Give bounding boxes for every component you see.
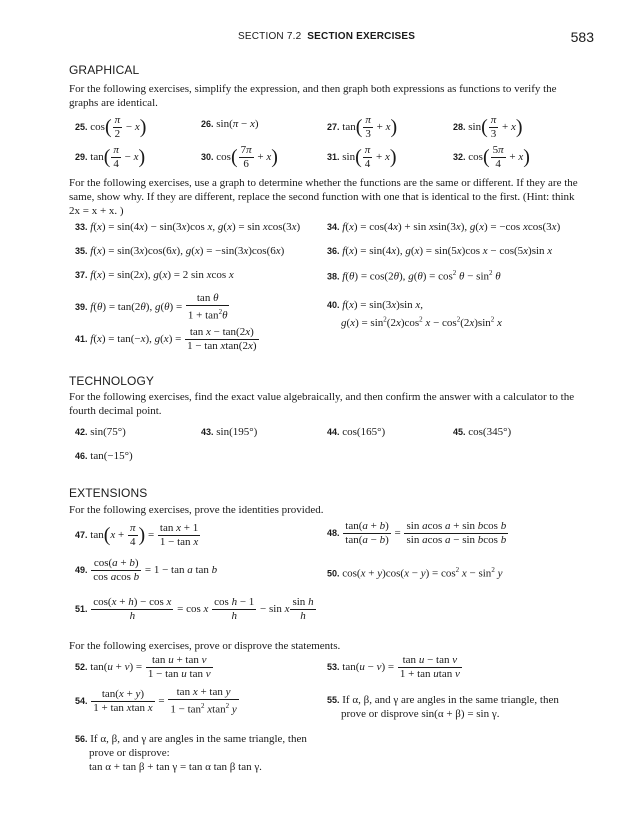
exercise-28: 28. sin( $\frac{\pi}{3}$ + x) xyxy=(453,114,523,140)
exercise-38: 38. f(θ) = cos(2θ), $g(\theta) = \cos^2 \theta - \sin^2 \theta$ xyxy=(327,269,501,283)
exercise-29: 29. tan( $\frac{\pi}{4}$ − x) xyxy=(75,144,146,170)
extensions-heading: EXTENSIONS xyxy=(69,486,148,500)
exercise-30: 30. cos( $\frac{7\pi}{6}$ + x) xyxy=(201,144,278,170)
exercise-35: 35. f(x) = sin(3x)cos(6x), g(x) = −sin(3x)cos(6x) xyxy=(75,245,285,257)
exercise-52: 52. tan(u + v) = $\frac{\text{tan u + tan v}}{\text{1 − tan u tan v}}$ xyxy=(75,654,211,680)
exercise-36: 36. f(x) = sin(4x), g(x) = sin(5x)cos x − cos(5x)sin x xyxy=(327,245,553,257)
exercise-26: 26. sin(π − x) xyxy=(201,118,259,130)
exercise-56: 56. If α, β, and γ are angles in the same triangle, then prove or disprove: tan α + tan β + tan γ = tan α tan β tan γ. xyxy=(75,733,307,773)
exercise-45: 45. cos(345°) xyxy=(453,426,512,438)
graphical-heading: GRAPHICAL xyxy=(69,63,140,77)
exercise-49: 49. $\frac{\cos(a + b)}{\text{cos acos b}}$ = 1 − tan a tan b xyxy=(75,557,218,583)
exercise-25: 25. cos( $\frac{\pi}{2}$ − x) xyxy=(75,114,147,140)
exercise-55: 55. If α, β, and γ are angles in the same triangle, then prove or disprove sin(α + β) = sin γ. xyxy=(327,694,559,720)
exercise-48: 48. $\frac{\tan(a + b)}{\tan(a - b)}$ = $\frac{\text{sin acos a + sin bcos b}}{\text{sin acos a − sin bcos b}}$ xyxy=(327,520,507,546)
running-header xyxy=(238,31,415,42)
exercise-33: 33. f(x) = sin(4x) − sin(3x)cos x, g(x) = sin xcos(3x) xyxy=(75,221,301,233)
exercise-40: 40. f(x) = sin(3x)sin x, $g(x) = \sin^2(2x)\cos^2$ $x - \cos^2(2x)\sin^2$ x xyxy=(327,299,502,329)
exercise-31: 31. sin( $\frac{\pi}{4}$ + x) xyxy=(327,144,397,170)
exercise-50: 50. $\cos(x + y)\cos(x - y) = \cos^2 x - \sin^2 y$ xyxy=(327,566,503,580)
exercise-41: 41. f(x) = tan(−x), g(x) = $\frac{\text{tan x − tan(2x)}}{\text{1 − tan xtan(2x)}}$ xyxy=(75,326,257,352)
exercise-34: 34. f(x) = cos(4x) + sin xsin(3x), g(x) = −cos xcos(3x) xyxy=(327,221,561,233)
exercise-47: 47. tan(x + $\frac{\pi}{4}$ ) = $\frac{\text{tan x + 1}}{\text{1 − tan x}}$ xyxy=(75,522,199,548)
section-title: SECTION EXERCISES xyxy=(307,31,416,42)
exercise-39: 39. f(θ) = tan(2θ), g(θ) = $\frac{\text{tan θ}}{1 + \tan^2\theta}$ xyxy=(75,292,228,322)
exercise-32: 32. cos( $\frac{5\pi}{4}$ + x) xyxy=(453,144,530,170)
page-number: 583 xyxy=(570,29,594,45)
exercise-54: 54. $\frac{\tan(x + y)}{\text{1 + tan xtan x}}$ = $\frac{\text{tan x + tan y}}{1 - \tan^2 xtan^2 y}$ xyxy=(75,686,237,716)
exercise-43: 43. sin(195°) xyxy=(201,426,258,438)
exercise-51: 51. $\frac{\text{cos(x + h) − cos x}}{h}$ = cos x $\frac{\text{cos h − 1}}{h}$ − sin x $\frac{\text{sin h}}{h}$ xyxy=(75,596,314,622)
exercise-27: 27. tan( $\frac{\pi}{3}$ + x) xyxy=(327,114,398,140)
section-label: SECTION 7.2 xyxy=(238,31,302,42)
exercise-37: 37. f(x) = sin(2x), g(x) = 2 sin xcos x xyxy=(75,269,234,281)
extensions-intro-1: For the following exercises, prove the identities provided. xyxy=(69,504,324,516)
technology-heading: TECHNOLOGY xyxy=(69,374,155,388)
exercise-42: 42. sin(75°) xyxy=(75,426,126,438)
graphical-intro-1: For the following exercises, simplify the expression, and then graph both expressions as functions to verify the graphs are identical. xyxy=(69,83,557,109)
extensions-intro-2: For the following exercises, prove or disprove the statements. xyxy=(69,640,341,652)
technology-intro: For the following exercises, find the exact value algebraically, and then confirm the answer with a calculator to the fourth decimal point. xyxy=(69,391,575,417)
graphical-intro-2: For the following exercises, use a graph to determine whether the functions are the same or different. If they are the same, show why. If they are different, replace the second function with one that is identical to the first. (Hint: think 2x = x + x. ) xyxy=(69,177,578,217)
exercise-46: 46. tan(−15°) xyxy=(75,450,133,462)
exercise-53: 53. tan(u − v) = $\frac{\text{tan u − tan v}}{\text{1 + tan utan v}}$ xyxy=(327,654,460,680)
exercise-44: 44. cos(165°) xyxy=(327,426,386,438)
